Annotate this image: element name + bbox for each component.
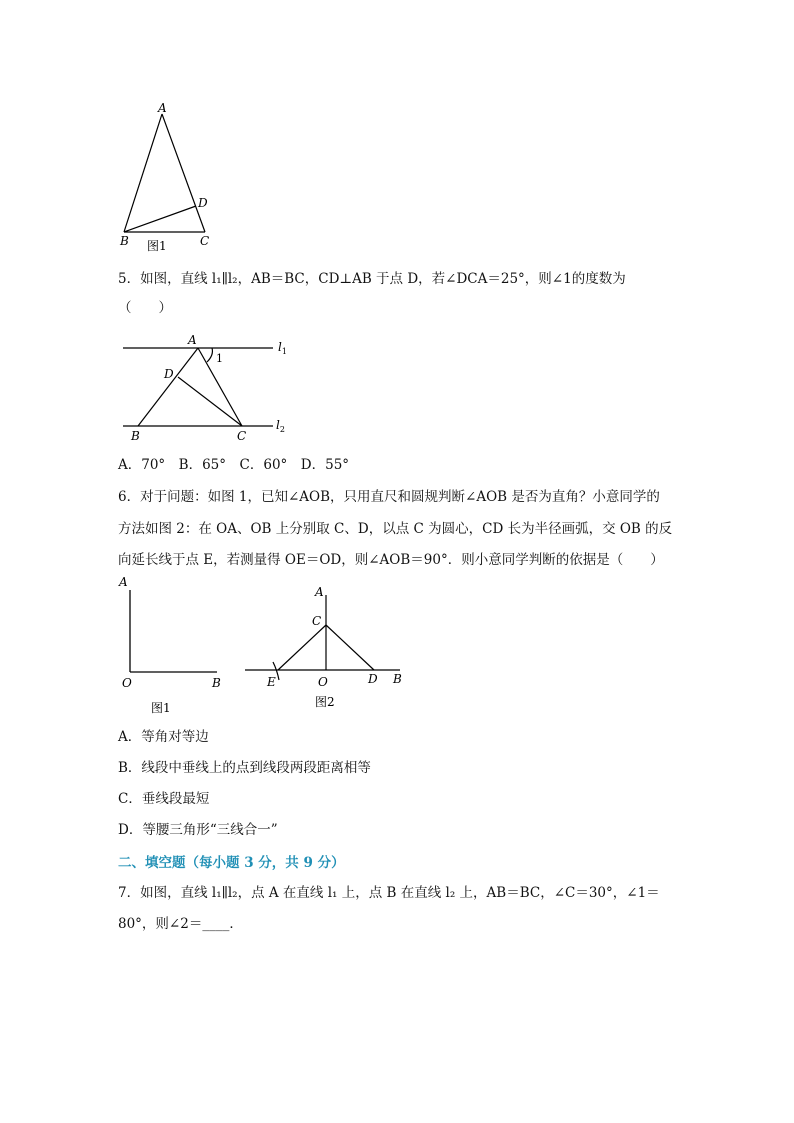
figure-q6-2: [240, 580, 410, 715]
q5-answer-blank: （ ）: [118, 300, 172, 316]
label-o: O: [318, 675, 328, 689]
label-c: C: [237, 429, 247, 443]
figure-q4: [110, 100, 230, 260]
label-c: C: [200, 234, 210, 248]
label-b: B: [120, 234, 129, 248]
label-d: D: [368, 672, 378, 686]
label-o: O: [122, 676, 132, 690]
segment-ac: [162, 114, 205, 232]
label-l2: $l_2$: [276, 418, 285, 434]
figure-q5: [118, 330, 298, 445]
figure-caption: 图1: [147, 239, 167, 253]
label-angle-1: 1: [216, 352, 223, 365]
figure-caption: 图2: [315, 695, 335, 709]
label-b: B: [393, 672, 402, 686]
q6-option-d: D．等腰三角形“三线合一”: [118, 822, 278, 838]
segment-bd: [124, 206, 196, 232]
label-d: D: [198, 196, 208, 210]
label-b: B: [212, 676, 221, 690]
segment-ce: [278, 625, 326, 670]
label-a: A: [188, 333, 197, 347]
angle-1-arc: [207, 348, 212, 362]
q6-stem-line-3: 向延长线于点 E，若测量得 OE＝OD，则∠AOB＝90°．则小意同学判断的依据是（ ）: [118, 552, 664, 568]
label-l1: $l_1$: [278, 340, 287, 356]
q6-option-a: A．等角对等边: [118, 729, 209, 745]
figure-q6-1: [115, 572, 235, 717]
section-title: 二、填空题（每小题 3 分，共 9 分）: [118, 855, 345, 871]
q5-options: A．70° B．65° C．60° D．55°: [118, 457, 350, 473]
label-a: A: [315, 585, 324, 599]
segment-cd: [326, 625, 374, 670]
q5-stem: 5．如图，直线 l₁∥l₂，AB＝BC，CD⊥AB 于点 D，若∠DCA＝25°，则∠1的度数为: [118, 271, 626, 287]
label-a: A: [119, 575, 128, 589]
label-c: C: [312, 614, 322, 628]
label-a: A: [158, 101, 167, 115]
q6-option-b: B．线段中垂线上的点到线段两段距离相等: [118, 760, 371, 776]
segment-ab: [138, 348, 198, 426]
label-d: D: [164, 367, 174, 381]
q6-option-c: C．垂线段最短: [118, 791, 210, 807]
segment-ab: [124, 114, 162, 232]
q6-stem-line-1: 6．对于问题：如图 1，已知∠AOB，只用直尺和圆规判断∠AOB 是否为直角？小意同学的: [118, 489, 660, 505]
figure-caption: 图1: [151, 701, 171, 715]
q7-stem-line-1: 7．如图，直线 l₁∥l₂，点 A 在直线 l₁ 上，点 B 在直线 l₂ 上，AB＝BC，∠C＝30°，∠1＝: [118, 885, 660, 901]
label-e: E: [267, 675, 276, 689]
q7-stem-line-2: 80°，则∠2＝____．: [118, 916, 243, 932]
q6-stem-line-2: 方法如图 2：在 OA、OB 上分别取 C、D，以点 C 为圆心，CD 长为半径画弧，交 OB 的反: [118, 521, 673, 537]
segment-cd: [178, 377, 242, 426]
label-b: B: [131, 429, 140, 443]
